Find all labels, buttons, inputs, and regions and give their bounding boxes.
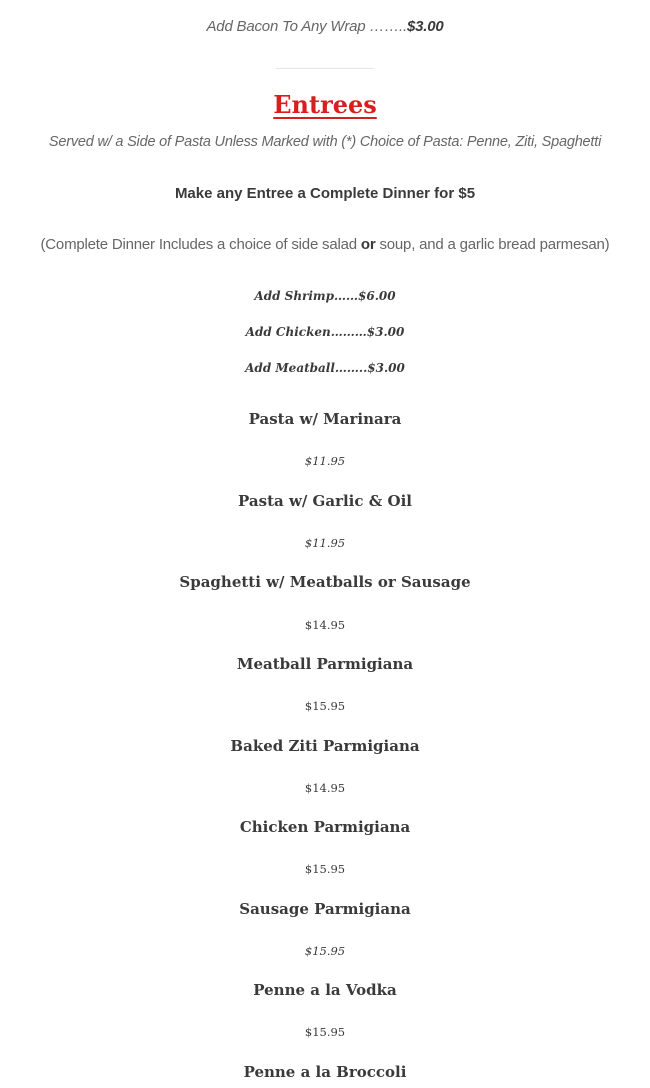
menu-item-name: Sausage Parmigiana: [239, 900, 411, 918]
dinner-includes-before: (Complete Dinner Includes a choice of side salad: [40, 236, 361, 253]
dinner-includes-or: or: [360, 236, 376, 253]
bacon-note-label: Add Bacon To Any Wrap ……..: [206, 18, 407, 35]
menu-item-name: Meatball Parmigiana: [236, 655, 414, 673]
dinner-includes-after: soup, and a garlic bread parmesan): [375, 236, 610, 253]
menu-item-name: Baked Ziti Parmigiana: [230, 737, 420, 755]
menu-item-name: Pasta w/ Garlic & Oil: [238, 492, 412, 510]
addon-shrimp: Add Shrimp……$6.00: [254, 289, 396, 303]
menu-item-price: $15.95: [304, 862, 346, 876]
menu-item-price: $14.95: [304, 781, 346, 795]
menu-item-name: Spaghetti w/ Meatballs or Sausage: [179, 573, 471, 591]
menu-item-price: $11.95: [304, 536, 346, 550]
bacon-note: [0, 18, 650, 35]
bacon-note-price: $3.00: [406, 18, 444, 35]
complete-dinner-promo: Make any Entree a Complete Dinner for $5: [174, 185, 476, 202]
served-note: Served w/ a Side of Pasta Unless Marked with (*) Choice of Pasta: Penne, Ziti, Spaghetti: [48, 134, 602, 150]
menu-item-name: Pasta w/ Marinara: [248, 410, 402, 428]
menu-item-price: $11.95: [304, 454, 346, 468]
menu-item-price: $15.95: [304, 944, 346, 958]
menu-item-name: Chicken Parmigiana: [239, 818, 411, 836]
menu-item-name: Penne a la Broccoli: [243, 1063, 407, 1081]
menu-item-price: $14.95: [304, 618, 346, 632]
addon-chicken: Add Chicken………$3.00: [245, 325, 405, 339]
menu-item-price: $15.95: [304, 699, 346, 713]
addon-meatball: Add Meatball……..$3.00: [245, 361, 405, 375]
menu-item-name: Penne a la Vodka: [253, 981, 397, 999]
complete-dinner-includes: [0, 236, 650, 253]
section-title-entrees: Entrees: [273, 90, 377, 119]
menu-item-price: $15.95: [304, 1025, 346, 1039]
section-divider: [276, 68, 374, 69]
